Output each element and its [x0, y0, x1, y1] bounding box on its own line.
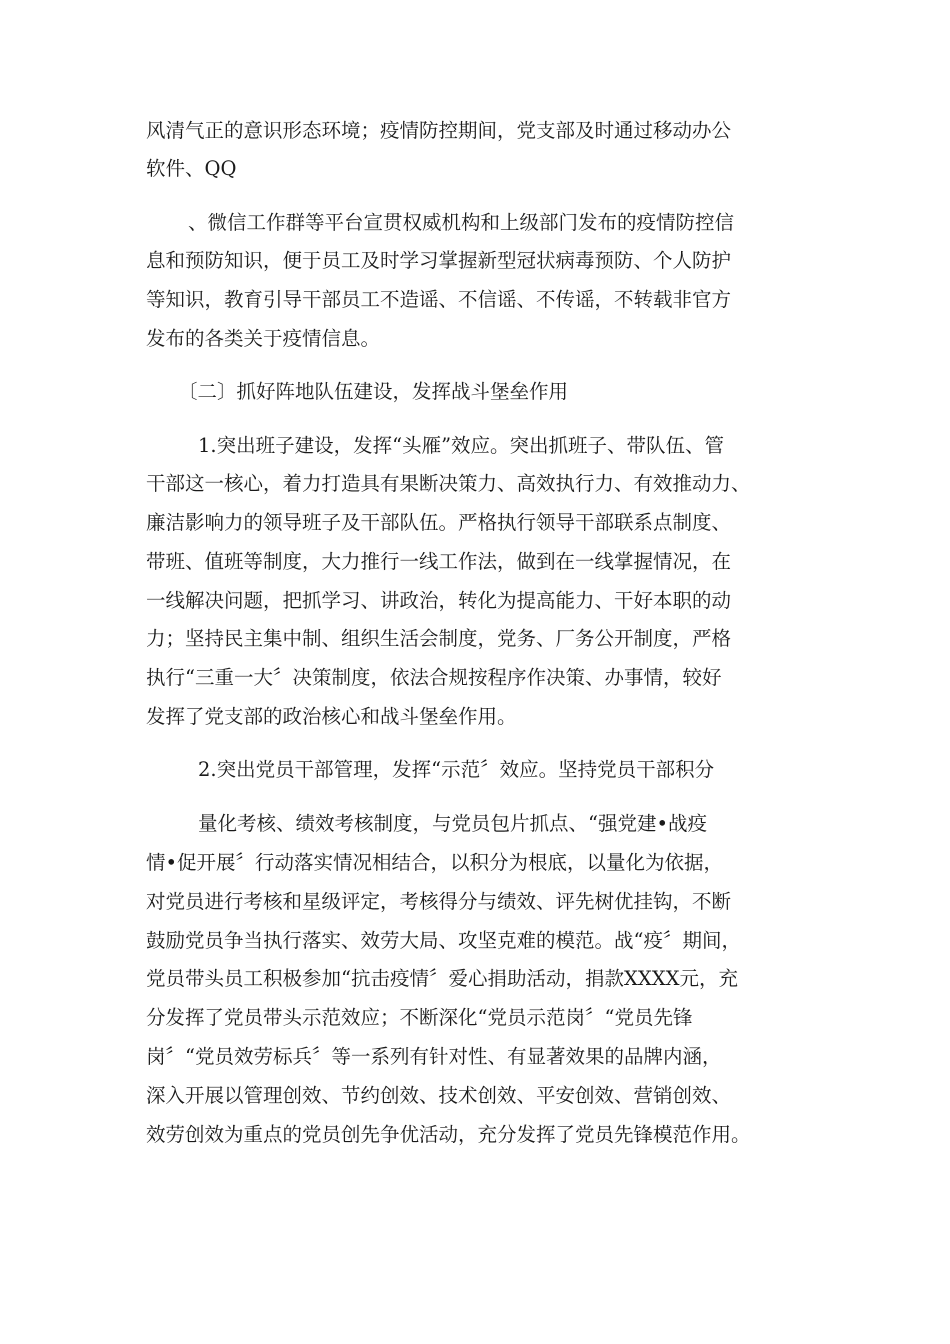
text-line: 分发挥了党员带头示范效应；不断深化“党员示范岗〞“党员先锋	[146, 1006, 693, 1029]
text-line: 发布的各类关于疫情信息。	[146, 327, 381, 350]
text-line: 党员带头员工积极参加“抗击疫情〞爱心捐助活动，捐款XXXX元，充	[146, 967, 738, 990]
text-line: 、微信工作群等平台宣贯权威机构和上级部门发布的疫情防控信	[188, 211, 735, 234]
text-line: 一线解决问题，把抓学习、讲政治，转化为提高能力、干好本职的动	[146, 589, 732, 612]
text-line: 廉洁影响力的领导班子及干部队伍。严格执行领导干部联系点制度、	[146, 511, 732, 534]
text-line: 效劳创效为重点的党员创先争优活动，充分发挥了党员先锋模范作用。	[146, 1123, 751, 1146]
text-line: 等知识，教育引导干部员工不造谣、不信谣、不传谣，不转载非官方	[146, 288, 732, 311]
text-line: 鼓励党员争当执行落实、效劳大局、攻坚克难的模范。战“疫〞期间，	[146, 929, 741, 952]
text-line: 2.突出党员干部管理，发挥“示范〞效应。坚持党员干部积分	[198, 758, 715, 781]
text-line: 息和预防知识，便于员工及时学习掌握新型冠状病毒预防、个人防护	[146, 249, 732, 272]
text-line: 干部这一核心，着力打造具有果断决策力、高效执行力、有效推动力、	[146, 472, 751, 495]
text-line: 情•促开展〞行动落实情况相结合，以积分为根底，以量化为依据，	[146, 851, 724, 874]
text-line: 岗〞“党员效劳标兵〞等一系列有针对性、有显著效果的品牌内涵，	[146, 1045, 722, 1068]
text-line: 风清气正的意识形态环境；疫情防控期间，党支部及时通过移动办公	[146, 119, 732, 142]
text-line: 量化考核、绩效考核制度，与党员包片抓点、“强党建•战疫	[198, 812, 707, 835]
text-line: 对党员进行考核和星级评定，考核得分与绩效、评先树优挂钩，不断	[146, 890, 732, 913]
text-line: 执行“三重一大〞决策制度，依法合规按程序作决策、办事情，较好	[146, 666, 722, 689]
text-line: 深入开展以管理创效、节约创效、技术创效、平安创效、营销创效、	[146, 1084, 732, 1107]
text-line: 软件、QQ	[146, 157, 237, 180]
text-line: 带班、值班等制度，大力推行一线工作法，做到在一线掌握情况，在	[146, 550, 732, 573]
text-line: 1.突出班子建设，发挥“头雁”效应。突出抓班子、带队伍、管	[198, 434, 725, 457]
section-heading: 〔二〕抓好阵地队伍建设，发挥战斗堡垒作用	[178, 380, 569, 403]
text-line: 发挥了党支部的政治核心和战斗堡垒作用。	[146, 705, 517, 728]
text-line: 力；坚持民主集中制、组织生活会制度，党务、厂务公开制度，严格	[146, 627, 732, 650]
